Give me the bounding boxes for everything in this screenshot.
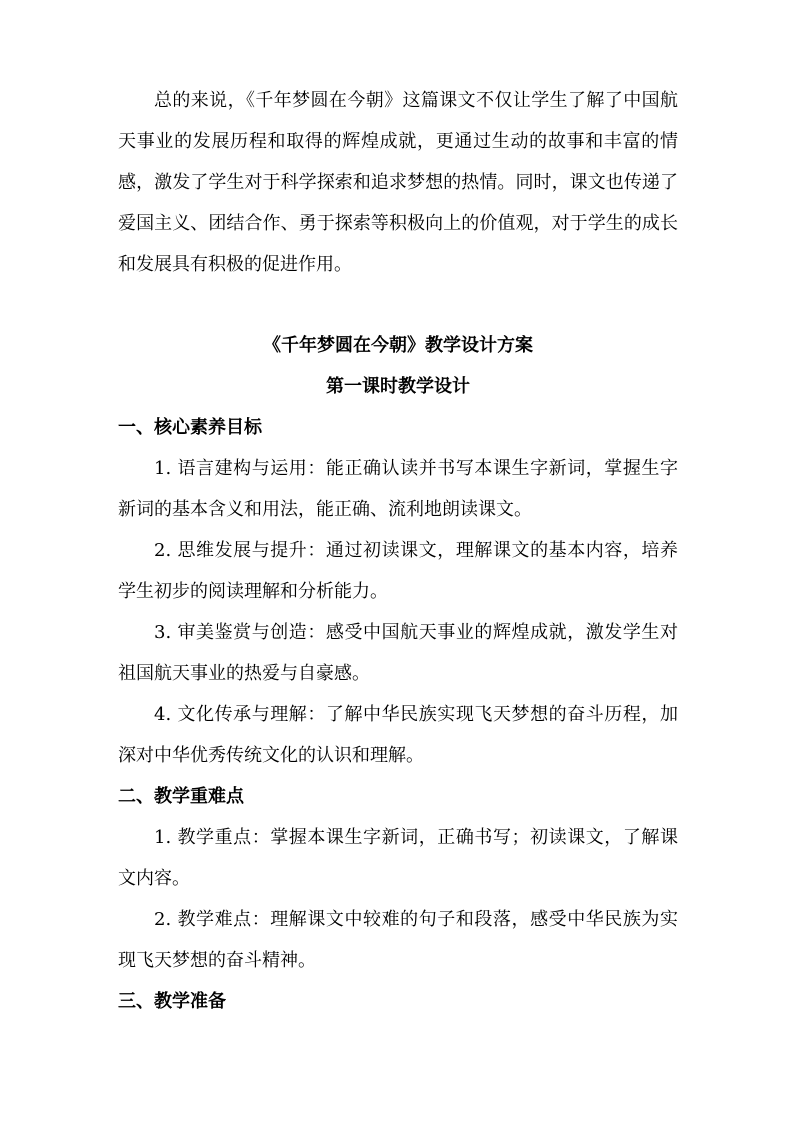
document-page: [118, 80, 678, 1022]
document-title: 《千年梦圆在今朝》教学设计方案: [263, 335, 533, 356]
section-core-goals: [118, 407, 678, 776]
section-key-difficulties: [118, 776, 678, 981]
list-item: 1. 教学重点：掌握本课生字新词，正确书写；初读课文，了解课文内容。: [118, 827, 678, 889]
document-subtitle: 第一课时教学设计: [326, 376, 470, 397]
list-item: 3. 审美鉴赏与创造：感受中国航天事业的辉煌成就，激发学生对祖国航天事业的热爱与自豪感。: [118, 622, 678, 684]
section-heading: 三、教学准备: [118, 991, 226, 1012]
section-heading: 一、核心素养目标: [118, 417, 262, 438]
section-preparation: [118, 981, 678, 1022]
list-item: 2. 教学难点：理解课文中较难的句子和段落，感受中华民族为实现飞天梦想的奋斗精神。: [118, 909, 678, 971]
intro-paragraph: 总的来说，《千年梦圆在今朝》这篇课文不仅让学生了解了中国航天事业的发展历程和取得的辉煌成就，更通过生动的故事和丰富的情感，激发了学生对于科学探索和追求梦想的热情。同时，课文也传递了爱国主义、团结合作、勇于探索等积极向上的价值观，对于学生的成长和发展具有积极的促进作用。: [118, 90, 678, 275]
list-item: 4. 文化传承与理解：了解中华民族实现飞天梦想的奋斗历程，加深对中华优秀传统文化的认识和理解。: [118, 704, 678, 766]
section-heading: 二、教学重难点: [118, 786, 244, 807]
list-item: 1. 语言建构与运用：能正确认读并书写本课生字新词，掌握生字新词的基本含义和用法，能正确、流利地朗读课文。: [118, 458, 678, 520]
list-item: 2. 思维发展与提升：通过初读课文，理解课文的基本内容，培养学生初步的阅读理解和分析能力。: [118, 540, 678, 602]
